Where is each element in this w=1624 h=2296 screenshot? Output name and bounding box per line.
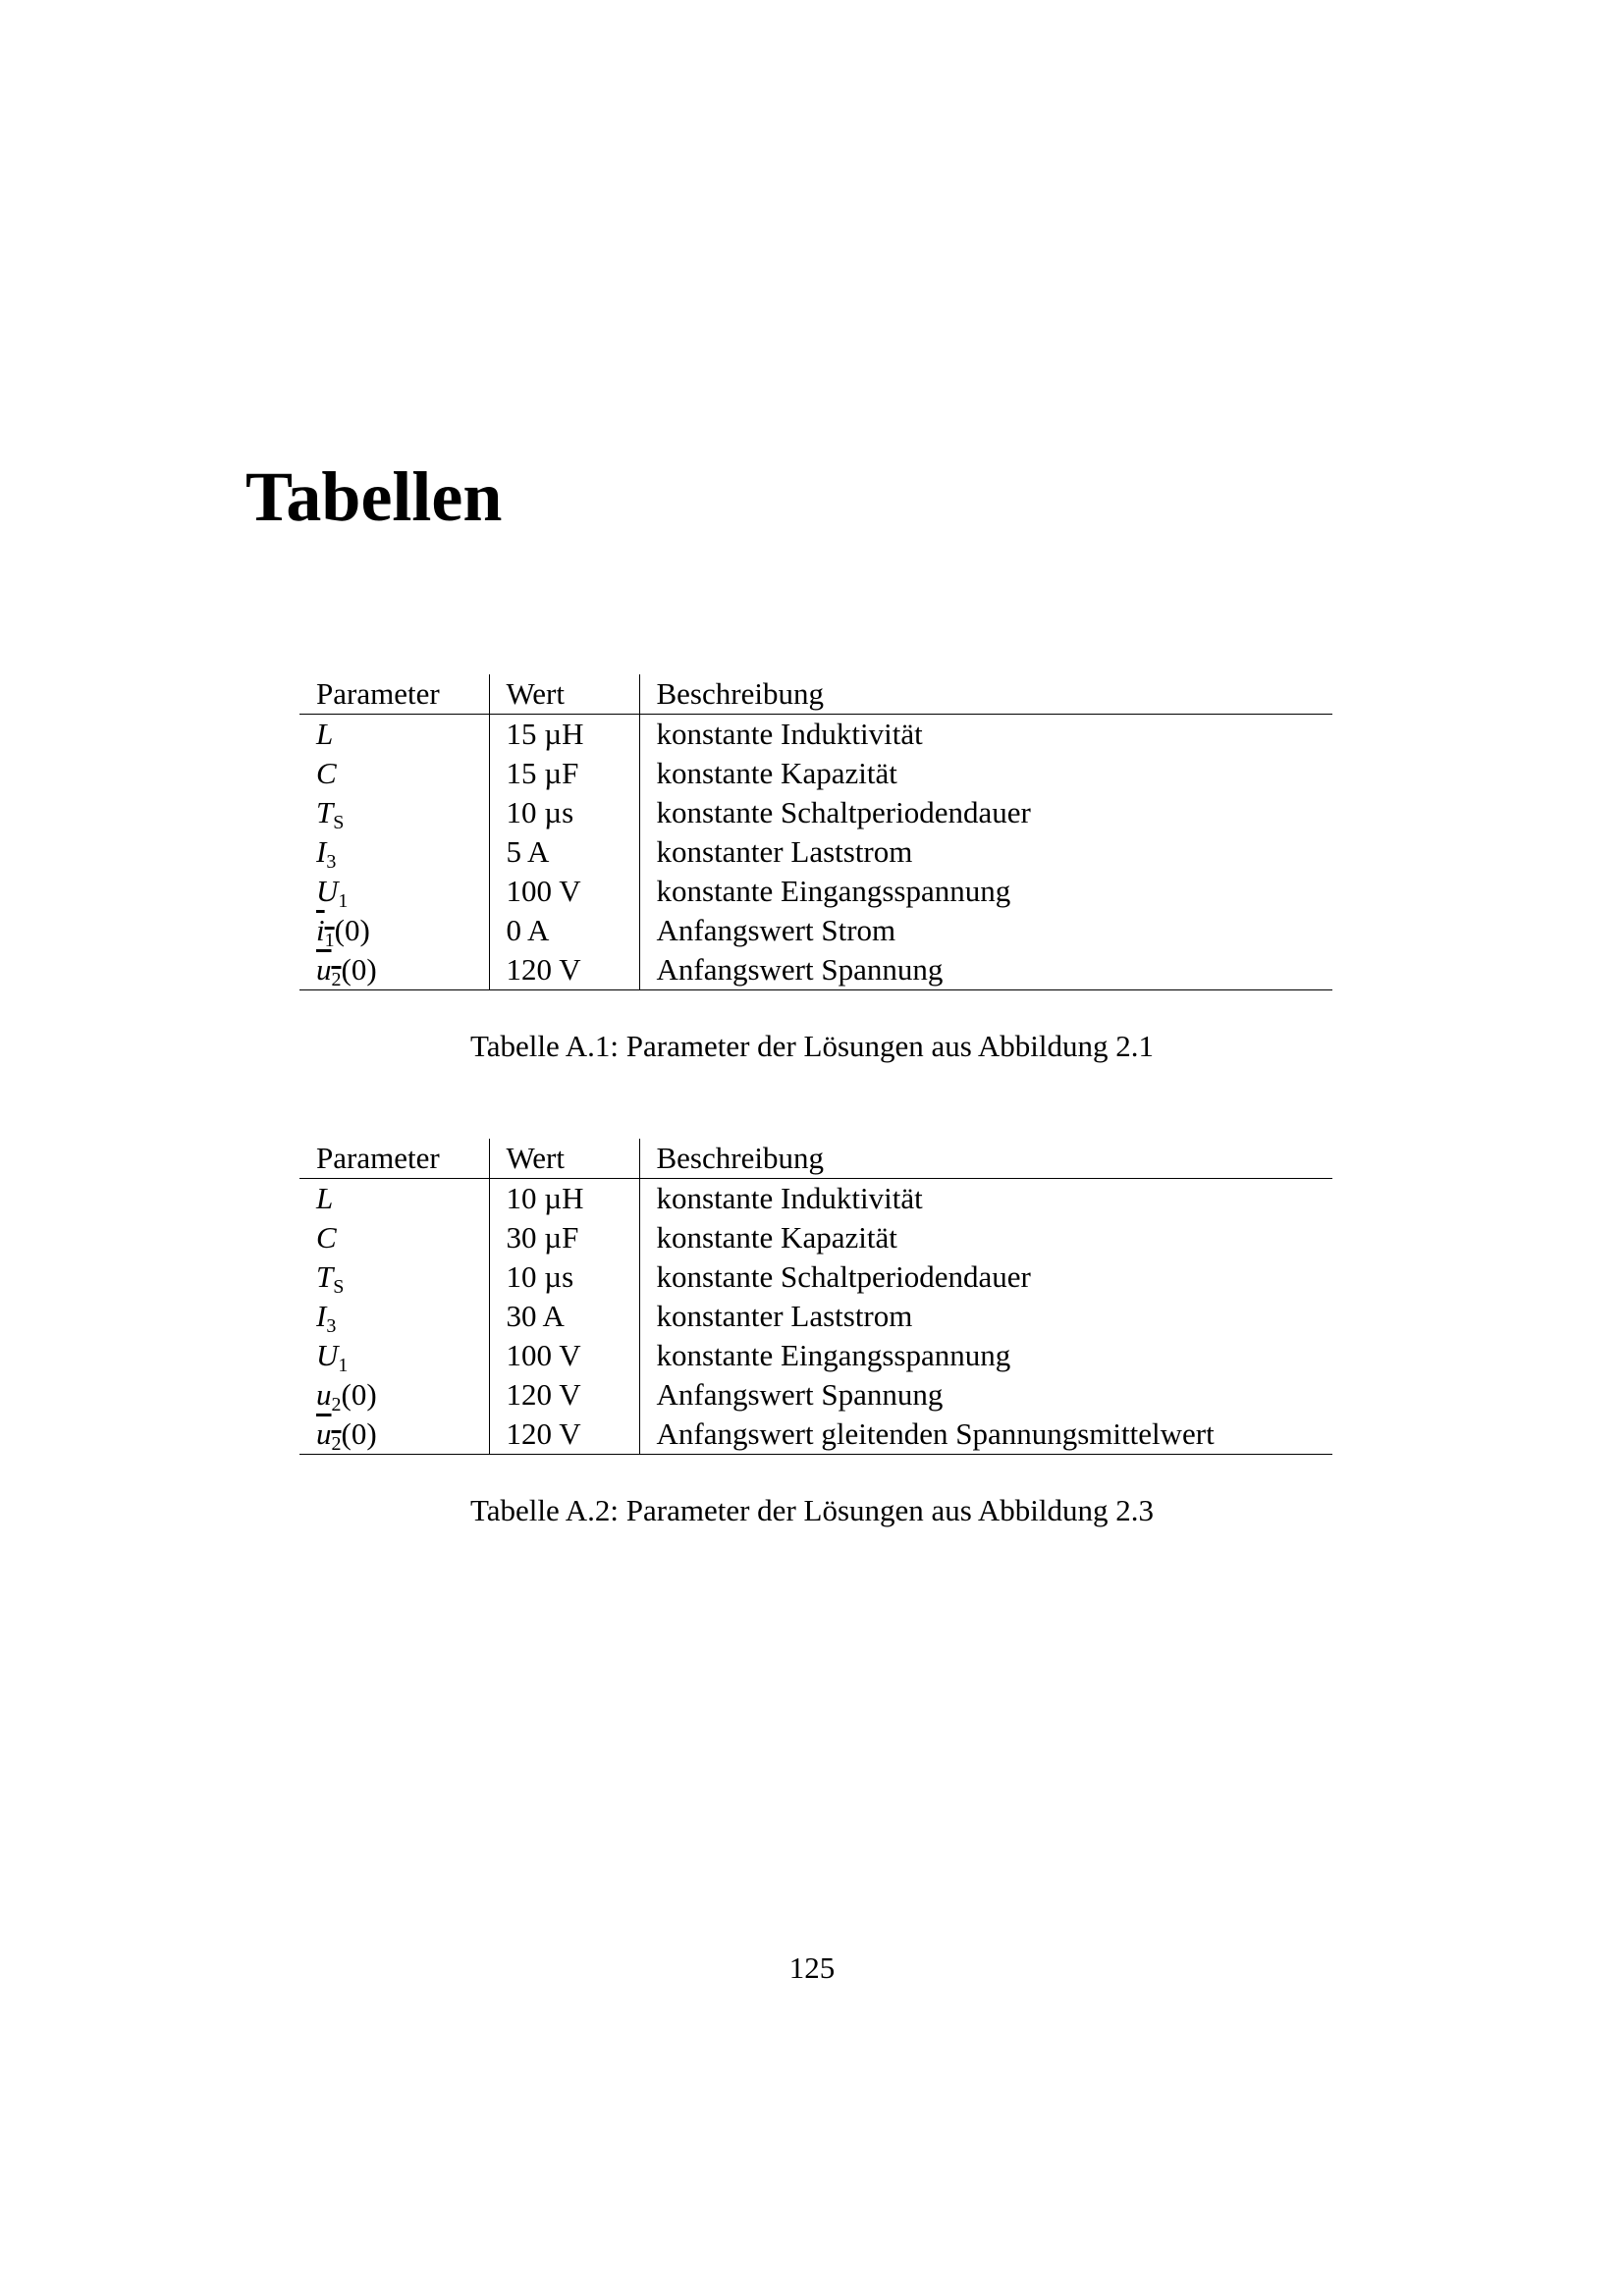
parameter-description: Anfangswert Strom <box>656 913 896 947</box>
parameter-value: 120 V <box>489 1415 639 1455</box>
table-caption-a1: Tabelle A.1: Parameter der Lösungen aus Abbildung 2.1 <box>469 1029 1155 1063</box>
parameter-symbol: C <box>299 1218 489 1257</box>
header-parameter: Parameter <box>299 674 489 715</box>
parameter-description: konstante Schaltperiodendauer <box>656 1259 1031 1294</box>
table-row <box>299 911 1332 950</box>
table-row <box>299 1297 1332 1336</box>
parameter-symbol: $i_1(0)$ <box>299 911 489 950</box>
parameter-value: 100 V <box>489 1336 639 1375</box>
parameter-value: 100 V <box>489 872 639 911</box>
parameter-table-a1 <box>299 674 1332 990</box>
table-row <box>299 754 1332 793</box>
parameter-description: konstanter Laststrom <box>656 834 913 869</box>
parameter-value: 0 A <box>489 911 639 950</box>
parameter-description: konstante Kapazität <box>656 1220 897 1255</box>
parameter-value: 120 V <box>489 950 639 990</box>
chapter-title: Tabellen <box>245 457 503 536</box>
table-row <box>299 715 1332 755</box>
table-row <box>299 1179 1332 1219</box>
header-description: Beschreibung <box>656 676 824 711</box>
table-caption-a2: Tabelle A.2: Parameter der Lösungen aus Abbildung 2.3 <box>469 1493 1155 1527</box>
table-header-row <box>299 1139 1332 1179</box>
parameter-symbol: $I_3$ <box>299 832 489 872</box>
parameter-symbol: $U_1$ <box>299 872 489 911</box>
table-row <box>299 1375 1332 1415</box>
parameter-value: 10 µs <box>489 1257 639 1297</box>
parameter-description: Anfangswert gleitenden Spannungsmittelwert <box>639 1415 1332 1455</box>
parameter-symbol: L <box>299 1179 489 1219</box>
parameter-value: 120 V <box>489 1375 639 1415</box>
parameter-value: 15 µH <box>489 715 639 755</box>
parameter-description: konstante Eingangsspannung <box>656 874 1011 908</box>
header-parameter: Parameter <box>299 1139 489 1179</box>
header-value: Wert <box>489 674 639 715</box>
parameter-description: Anfangswert Spannung <box>656 1377 944 1412</box>
table-row <box>299 1218 1332 1257</box>
parameter-value: 10 µH <box>489 1179 639 1219</box>
parameter-symbol: C <box>299 754 489 793</box>
page-number: 125 <box>788 1950 836 1985</box>
parameter-value: 10 µs <box>489 793 639 832</box>
table-row <box>299 793 1332 832</box>
parameter-symbol: $I_3$ <box>299 1297 489 1336</box>
table-row <box>299 950 1332 990</box>
parameter-description: konstante Kapazität <box>656 756 897 790</box>
parameter-symbol: $u_2(0)$ <box>299 1375 489 1415</box>
table-row <box>299 1257 1332 1297</box>
table-row <box>299 872 1332 911</box>
table-row <box>299 832 1332 872</box>
parameter-value: 30 A <box>489 1297 639 1336</box>
parameter-description: Anfangswert Spannung <box>639 950 1332 990</box>
parameter-description: konstante Eingangsspannung <box>656 1338 1011 1372</box>
header-value: Wert <box>489 1139 639 1179</box>
table-row <box>299 1415 1332 1455</box>
table-header-row <box>299 674 1332 715</box>
header-description: Beschreibung <box>656 1141 824 1175</box>
parameter-value: 15 µF <box>489 754 639 793</box>
parameter-symbol: $u_2(0)$ <box>299 950 489 990</box>
parameter-value: 30 µF <box>489 1218 639 1257</box>
parameter-symbol: L <box>299 715 489 755</box>
parameter-table-a2 <box>299 1139 1332 1455</box>
parameter-symbol: $T_S$ <box>299 793 489 832</box>
parameter-value: 5 A <box>489 832 639 872</box>
table-row <box>299 1336 1332 1375</box>
parameter-description: konstante Schaltperiodendauer <box>656 795 1031 829</box>
parameter-symbol: $u_2(0)$ <box>299 1415 489 1455</box>
parameter-symbol: $U_1$ <box>299 1336 489 1375</box>
parameter-description: konstanter Laststrom <box>656 1299 913 1333</box>
parameter-symbol: $T_S$ <box>299 1257 489 1297</box>
parameter-description: konstante Induktivität <box>656 717 923 751</box>
parameter-description: konstante Induktivität <box>656 1181 923 1215</box>
